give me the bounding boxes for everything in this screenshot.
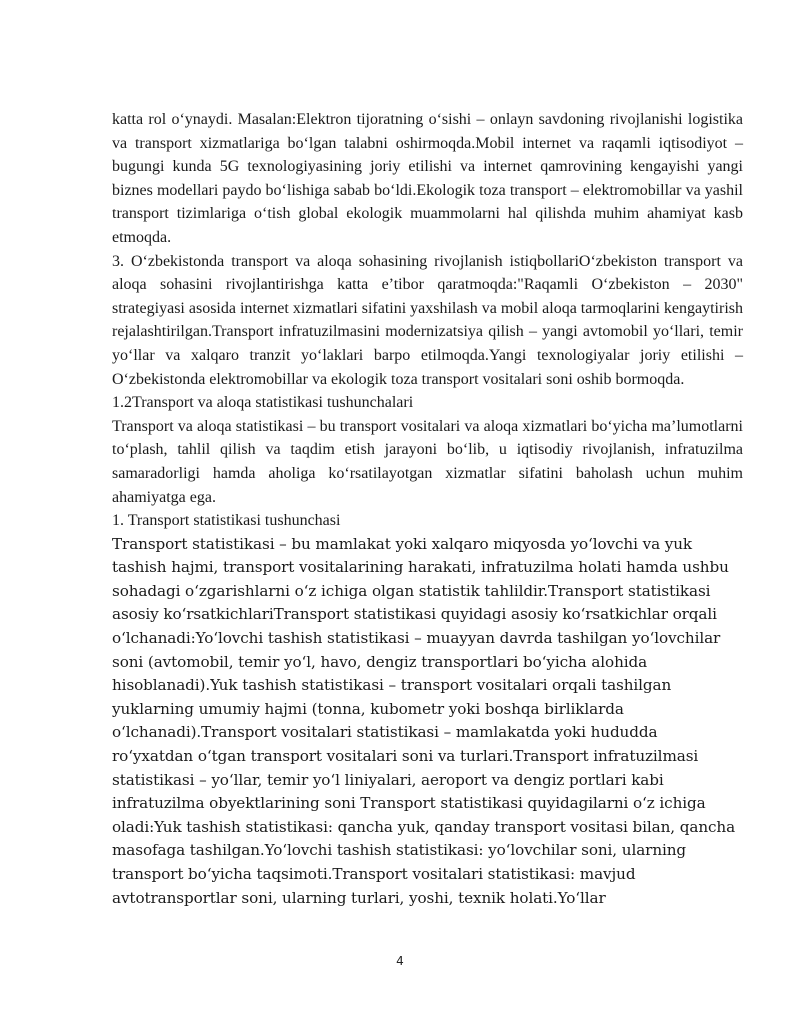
paragraph-uzbekistan-prospects: 3. O‘zbekistonda transport va aloqa sohasining rivojlanish istiqbollariO‘zbekiston transport va aloqa sohasini rivojlantirishga katta e’tibor qaratmoqda:"Raqamli O‘zbekiston – 2030" strategiyasi asosida internet xizmatlari sifatini yaxshilash va mobil aloqa tarmoqlarini kengaytirish rejalashtirilgan.Transport infratuzilmasini modernizatsiya qilish – yangi avtomobil yo‘llari, temir yo‘llar va xalqaro tranzit yo‘laklari barpo etilmoqda.Yangi texnologiyalar joriy etilishi – O‘zbekistonda elektromobillar va ekologik toza transport vositalari soni oshib bormoqda. <box>112 252 743 388</box>
subsection-heading-transport-statistics: 1. Transport statistikasi tushunchasi <box>112 512 341 530</box>
page-number: 4 <box>396 954 404 968</box>
paragraph-transport-statistics-body: Transport statistikasi – bu mamlakat yoki xalqaro miqyosda yo‘lovchi va yuk tashish hajmi, transport vositalarining harakati, infratuzilma holati hamda ushbu sohadagi o‘zgarishlarni o‘z ichiga olgan statistik tahlildir.Transport statistikasi asosiy ko‘rsatkichlariTransport statistikasi quyidagi asosiy ko‘rsatkichlar orqali o‘lchanadi:Yo‘lovchi tashish statistikasi – muayyan davrda tashilgan yo‘lovchilar soni (avtomobil, temir yo‘l, havo, dengiz transportlari bo‘yicha alohida hisoblanadi).Yuk tashish statistikasi – transport vositalari orqali tashilgan yuklarning umumiy hajmi (tonna, kubometr yoki boshqa birliklarda o‘lchanadi).Transport vositalari statistikasi – mamlakatda yoki hududda ro‘yxatdan o‘tgan transport vositalari soni va turlari.Transport infratuzilmasi statistikasi – yo‘llar, temir yo‘l liniyalari, aeroport va dengiz portlari kabi infratuzilma obyektlarining soni Transport statistikasi quyidagilarni o‘z ichiga oladi:Yuk tashish statistikasi: qancha yuk, qanday transport vositasi bilan, qancha masofaga tashilgan.Yo‘lovchi tashish statistikasi: yo‘lovchilar soni, ularning transport bo‘yicha taqsimoti.Transport vositalari statistikasi: mavjud avtotransportlar soni, ularning turlari, yoshi, texnik holati.Yo‘llar <box>112 534 736 907</box>
paragraph-digital-economy: katta rol o‘ynaydi. Masalan:Elektron tijoratning o‘sishi – onlayn savdoning rivojlanishi logistika va transport xizmatlariga bo‘lgan talabni oshirmoqda.Mobil internet va raqamli iqtisodiyot – bugungi kunda 5G texnologiyasining joriy etilishi va internet qamrovining kengayishi yangi biznes modellari paydo bo‘lishiga sabab bo‘ldi.Ekologik toza transport – elektromobillar va yashil transport tizimlariga o‘tish global ekologik muammolarni hal qilishda muhim ahamiyat kasb etmoqda. <box>112 111 743 246</box>
page-body <box>112 108 743 910</box>
section-heading-1-2: 1.2Transport va aloqa statistikasi tushunchalari <box>112 394 414 412</box>
paragraph-definition: Transport va aloqa statistikasi – bu transport vositalari va aloqa xizmatlari bo‘yicha ma’lumotlarni to‘plash, tahlil qilish va taqdim etish jarayoni bo‘lib, u iqtisodiy rivojlanish, infratuzilma samaradorligi hamda aholiga ko‘rsatilayotgan xizmatlar sifatini baholash uchun muhim ahamiyatga ega. <box>112 417 743 506</box>
